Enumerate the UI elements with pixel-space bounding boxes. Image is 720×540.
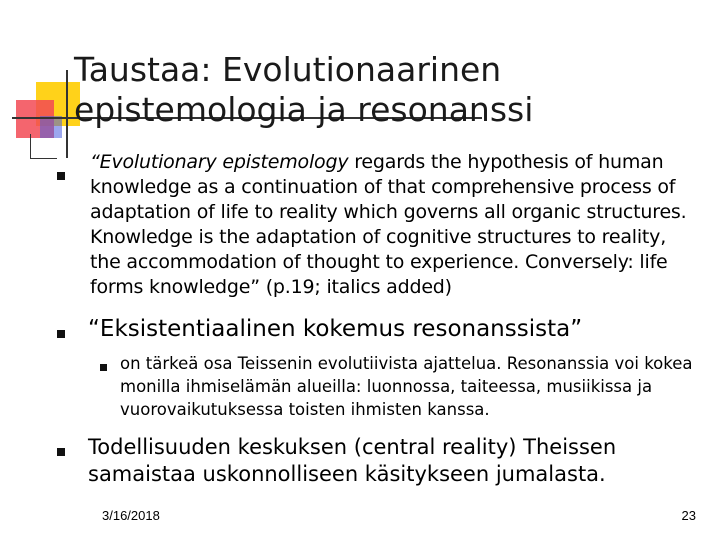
slide-title <box>74 50 533 130</box>
quote-italic-lead: “Evolutionary epistemology <box>90 151 349 173</box>
decor-corner-line <box>30 134 57 159</box>
sub-bullet-marker <box>100 364 107 371</box>
decor-vertical-line <box>66 70 68 158</box>
bullet-marker <box>57 172 65 180</box>
sub-bullet-resonance-text: on tärkeä osa Teissenin evolutiivista ajattelua. Resonanssia voi kokea monilla ihmiselämän alueilla: luonnossa, taiteessa, musiikissa ja vuorovaikutuksessa toisten ihmisten kanssa. <box>120 354 693 419</box>
slide-title-line1: Taustaa: Evolutionaarinen <box>74 50 502 89</box>
bullet-marker <box>57 448 65 456</box>
bullet-resonance-heading: “Eksistentiaalinen kokemus resonanssista” <box>88 316 583 342</box>
slide-title-line2: epistemologia ja resonanssi <box>74 90 534 129</box>
bullet-quote-text <box>90 150 702 300</box>
footer-date: 3/16/2018 <box>102 508 160 523</box>
footer-page-number: 23 <box>681 508 696 523</box>
quote-body: regards the hypothesis of human knowledge as a continuation of that comprehensive process of adaptation of life to reality which governs all organic structures. Knowledge is the adaptation of cognitive structures to reality, the accommodation of thought to experience. Conversely: life forms knowledge” (p.19; italics added) <box>90 151 687 298</box>
bullet-central-reality-text: Todellisuuden keskuksen (central reality) Theissen samaistaa uskonnolliseen käsitykseen jumalasta. <box>88 435 617 486</box>
bullet-marker <box>57 330 65 338</box>
